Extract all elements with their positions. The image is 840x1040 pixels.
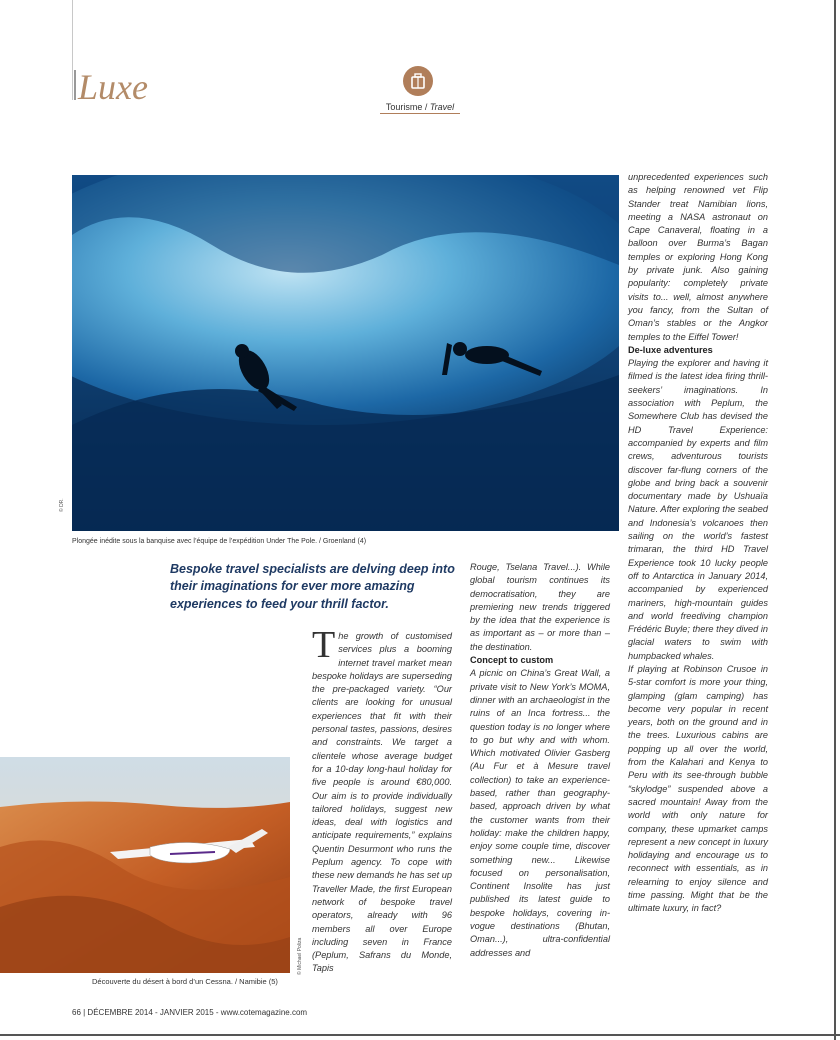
category-label: Tourisme / Travel	[380, 102, 460, 114]
page-footer: 66 | DÉCEMBRE 2014 - JANVIER 2015 - www.cotemagazine.com	[72, 1008, 308, 1017]
title-rule	[74, 70, 76, 100]
photo-credit: © DR.	[59, 498, 65, 512]
paragraph: Playing the explorer and having it filmed is the latest idea firing thrill-seekers’ imaginations. In association with Peplum, the Somewhere Club has devised the HD Travel Experience: accompanied by experts and film crews, adventurous tourists discover far-flung corners of the globe and bring back a souvenir documentary made by Ushuaïa Nature. After exploring the seabed and Indonesia’s volcanoes then sailing on the world’s fastest trimaran, the third HD Travel Experience took 10 lucky people off to Antarctica in January 2014, accompanied by experienced mariners, high-mountain guides and world freediving champion Frédéric Buyle; there they dived in glacial waters to swim with humpbacked whales.	[628, 358, 768, 661]
paragraph: A picnic on China’s Great Wall, a private visit to New York’s MOMA, dinner with an archaeologist in the ruins of an Inca fortress... the question today is no longer where to go but why and with whom. Which motivated Olivier Gasberg (Au Fur et à Mesure travel collection) to take an experience-based, rather than geography-based, approach driven by what the customer wants from their holiday: make the children happy, enjoy some couple time, discover something new... Likewise focused on personalisation, Continent Insolite has just published its latest guide to bespoke holidays, covering in-vogue destinations (Bhutan, Oman...), ultra-confidential addresses and	[470, 668, 610, 958]
suitcase-icon	[403, 66, 433, 96]
subheading: De-luxe adventures	[628, 344, 713, 355]
paragraph: If playing at Robinson Crusoe in 5-star comfort is more your thing, glamping (glam camping) has become very popular in recent years, both on the ground and in the trees. Luxurious cabins are popping up all over the world, from the Kalahari and Kenya to Peru with its see-through bubble “skylodge” suspended above a sacred mountain! Away from the world with only nature for company, these upmarket camps represent a new concept in luxury holidaying and encourage us to reconnect with essentials, as in relearning to enjoy silence and time passing. Might that be the ultimate luxury, in fact?	[628, 663, 768, 914]
left-rule	[72, 0, 73, 100]
photo-caption: Découverte du désert à bord d’un Cessna. / Namibie (5)	[92, 977, 278, 986]
under-ice-dive-photo	[72, 175, 619, 531]
intro-standfirst: Bespoke travel specialists are delving deep into their imaginations for ever more amazing experiences to feed your thrill factor.	[170, 562, 455, 611]
section-title: Luxe	[78, 67, 148, 107]
desert-cessna-photo	[0, 757, 290, 973]
bottom-border	[0, 1034, 840, 1036]
right-border	[834, 0, 836, 1040]
photo-credit: © Michael Poliza	[297, 937, 303, 975]
photo-caption: Plongée inédite sous la banquise avec l’équipe de l’expédition Under The Pole. / Groenland (4)	[72, 538, 367, 545]
article-column-1: The growth of customised services plus a booming internet travel market mean bespoke holidays are superseding the pre-packaged variety. “Our clients are looking for unusual experiences that fit with their personal tastes, passions, desires and constraints. We target a clientele whose average budget for a 10-day long-haul holiday for five people is around €80,000. Our aim is to provide individually tailored holidays, suggest new ideas, deal with logistics and anticipate requirements,” explains Quentin Desurmont who runs the Peplum agency. To cope with these new demands he has set up Traveller Made, the first European network of bespoke travel operators, already with 96 members all over Europe including seven in France (Peplum, Safrans du Monde, Tapis	[312, 624, 452, 974]
paragraph: Rouge, Tselana Travel...). While global tourism continues its democratisation, they are premiering new trends triggered by the idea that the experience is as important as – or more than – the destination.	[470, 562, 610, 652]
article-column-3	[628, 171, 768, 916]
article-column-2	[470, 561, 610, 960]
subheading: Concept to custom	[470, 655, 554, 666]
paragraph: unprecedented experiences such as helping renowned vet Flip Stander treat Namibian lions, meeting a NASA astronaut on Cape Canaveral, floating in a balloon over Burma’s Bagan temples or exploring Hong Kong by private junk. Also gaining popularity: completely private visits to... well, almost anywhere you fancy, from the Sultan of Oman’s stables or the Angkor temples to the Eiffel Tower!	[628, 172, 768, 342]
dropcap: T	[312, 624, 336, 666]
